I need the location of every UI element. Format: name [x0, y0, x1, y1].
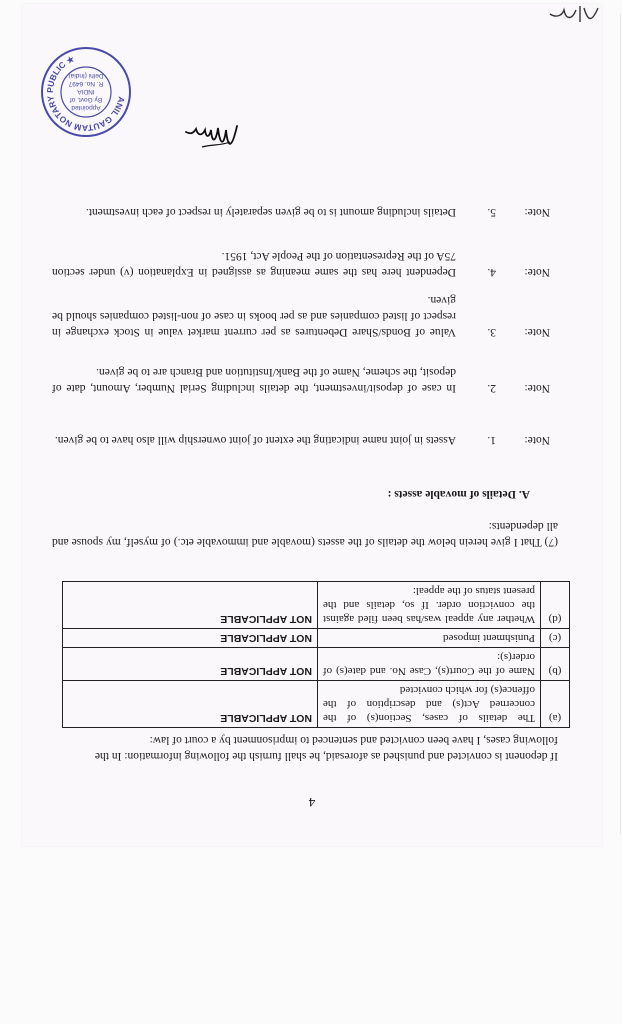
row-letter: (b) — [541, 648, 570, 681]
row-question: Punishment imposed — [318, 629, 541, 648]
note-label: Note: — [524, 382, 550, 394]
row-question: The details of cases, Section(s) of the concerned Act(s) and description of the offence(s) for which convicted — [318, 681, 541, 728]
note-item — [52, 204, 550, 220]
signature — [182, 116, 242, 156]
conviction-table-row — [63, 629, 570, 648]
conviction-table-row — [63, 582, 570, 629]
note-number: 1. — [487, 434, 496, 446]
stamp-line: Appointed — [71, 104, 101, 111]
note-label: Note: — [524, 326, 550, 338]
document-page — [22, 4, 602, 846]
note-label: Note: — [524, 206, 550, 218]
note-text: Assets in joint name indicating the extent of joint ownership will also have to be given. — [54, 434, 456, 446]
note-item — [52, 292, 550, 340]
stamp-line: By Govt. of — [69, 96, 103, 103]
note-label: Note: — [524, 434, 550, 446]
conviction-table-row — [63, 681, 570, 728]
row-question: Name of the Court(s), Case No. and date(s) of order(s): — [318, 648, 541, 681]
note-item — [52, 364, 550, 396]
row-answer: NOT APPLICABLE — [63, 629, 318, 648]
note-number: 4. — [487, 266, 496, 278]
page-number: 4 — [308, 795, 316, 810]
note-number: 3. — [487, 326, 496, 338]
conviction-table — [62, 581, 570, 728]
note-number: 5. — [487, 206, 496, 218]
note-text: In case of deposit/investment, the details including Serial Number, Amount, date of deposit, the scheme, Name of the Bank/Institution and Branch are to be given. — [52, 366, 456, 394]
page-content-rotated — [22, 4, 602, 846]
note-label: Note: — [524, 266, 550, 278]
row-question: Whether any appeal was/has been filed against the conviction order. If so, details and the present status of the appeal: — [318, 582, 541, 629]
note-item — [52, 248, 550, 280]
scan-edge — [620, 14, 621, 834]
conviction-table-row — [63, 648, 570, 681]
note-text: Details including amount is to be given separately in respect of each investment. — [85, 206, 456, 218]
handwritten-mark — [546, 0, 602, 28]
note-number: 2. — [487, 382, 496, 394]
notary-stamp — [40, 46, 132, 138]
stamp-line: INDIA — [77, 88, 95, 95]
stamp-line: Delhi (India) — [68, 72, 104, 79]
intro-paragraph: If deponent is convicted and punished as aforesaid, he shall furnish the following information: In the following cases, I have been convicted and sentenced to imprisonment by a court of law: — [94, 734, 558, 762]
note-text: Dependent here has the same meaning as assigned in Explanation (v) under section 75A of the Representation of the People Act, 1951. — [52, 250, 456, 278]
row-answer: NOT APPLICABLE — [63, 681, 318, 728]
row-answer: NOT APPLICABLE — [63, 648, 318, 681]
row-letter: (a) — [541, 681, 570, 728]
note-text: Value of Bonds/Share Debentures as per current market value in Stock exchange in respect of listed companies and as per books in case of non-listed companies should be given. — [52, 294, 456, 338]
svg-text:ANIL GAUTAM NOTARY PUBLIC ★: ANIL GAUTAM NOTARY PUBLIC ★ — [44, 53, 127, 134]
row-answer: NOT APPLICABLE — [63, 582, 318, 629]
section-a-heading: A. Details of movable assets : — [387, 488, 530, 500]
assets-paragraph: (7) That I give herein below the details of the assets (movable and immovable etc.) of myself, my spouse and all dependents: — [52, 520, 558, 548]
stamp-line: R. No. 6497 — [68, 80, 104, 87]
row-letter: (c) — [541, 629, 570, 648]
note-item — [52, 432, 550, 448]
row-letter: (d) — [541, 582, 570, 629]
